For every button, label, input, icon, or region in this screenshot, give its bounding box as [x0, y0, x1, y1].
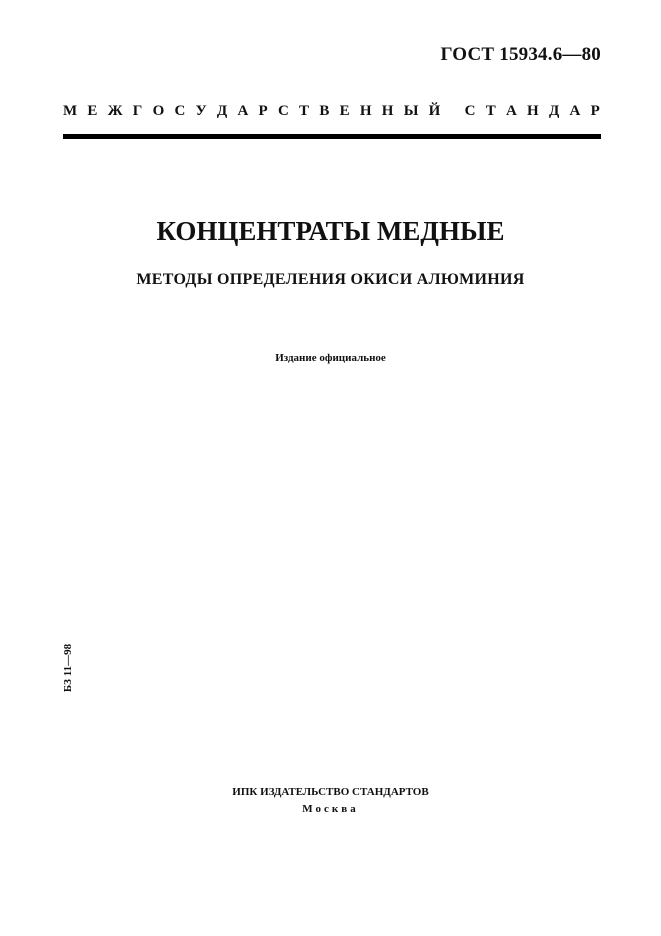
letter: А — [237, 103, 249, 119]
letter: Т — [485, 103, 496, 119]
letter: А — [569, 103, 581, 119]
side-code — [60, 633, 76, 703]
letter: Ы — [403, 103, 419, 119]
letter: М — [63, 103, 78, 119]
word-gap — [451, 103, 455, 120]
letter: С — [174, 103, 186, 119]
document-number: ГОСТ 15934.6—80 — [440, 44, 601, 65]
letter: Н — [381, 103, 394, 119]
side-code-text: БЗ 11—98 — [62, 643, 75, 693]
letter: О — [152, 103, 165, 119]
edition-label: Издание официальное — [275, 352, 386, 364]
letter: В — [319, 103, 330, 119]
letter: Т — [299, 103, 310, 119]
publisher-name: ИПК ИЗДАТЕЛЬСТВО СТАНДАРТОВ — [232, 786, 429, 798]
document-subtitle: МЕТОДЫ ОПРЕДЕЛЕНИЯ ОКИСИ АЛЮМИНИЯ — [136, 271, 525, 288]
horizontal-rule — [63, 134, 601, 139]
letter: Е — [339, 103, 350, 119]
letter: Д — [216, 103, 228, 119]
letter: Р — [590, 103, 600, 119]
letter: А — [505, 103, 517, 119]
letter: Ж — [107, 103, 123, 119]
letter: С — [277, 103, 289, 119]
letter: Й — [428, 103, 441, 119]
letter: Н — [359, 103, 372, 119]
publisher-city: Москва — [302, 803, 359, 815]
letter: Н — [527, 103, 539, 119]
letter: У — [195, 103, 207, 119]
letter: Д — [548, 103, 560, 119]
letter: С — [464, 103, 476, 119]
standard-type-heading — [63, 103, 600, 120]
letter: Г — [132, 103, 143, 119]
document-title: КОНЦЕНТРАТЫ МЕДНЫЕ — [156, 216, 505, 246]
letter: Р — [258, 103, 268, 119]
letter: Е — [87, 103, 98, 119]
